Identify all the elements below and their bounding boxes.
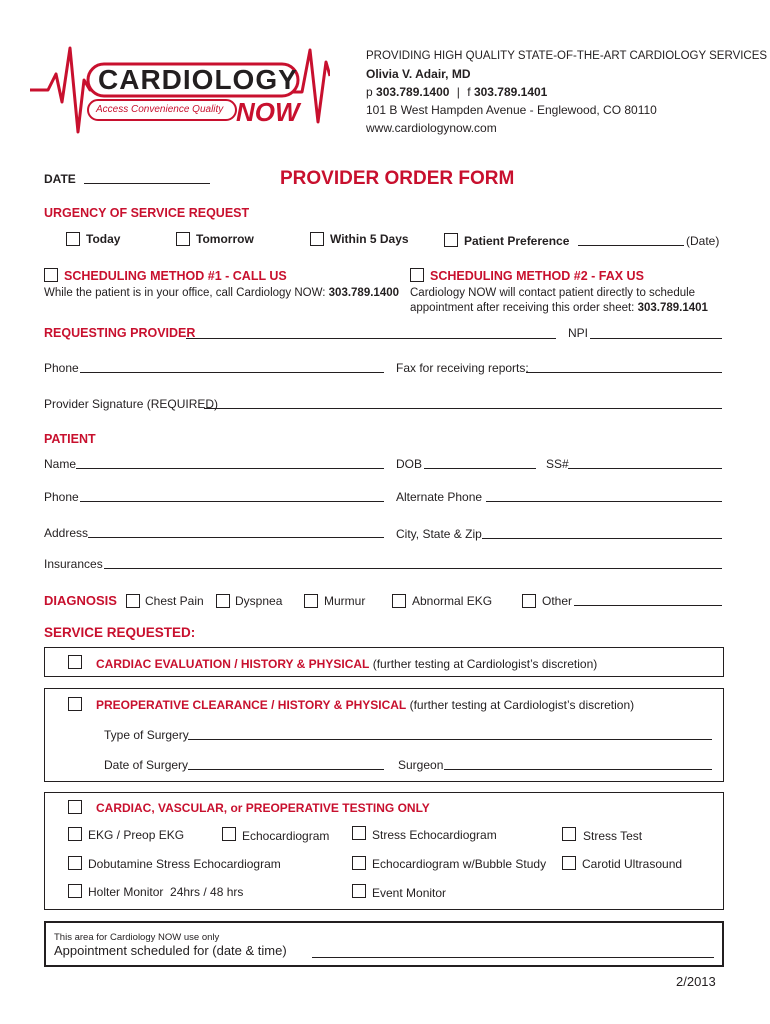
test-event-monitor-checkbox[interactable] (352, 884, 366, 898)
preference-date-suffix: (Date) (686, 234, 720, 248)
doctor-name: Olivia V. Adair, MD (366, 67, 471, 81)
diagnosis-other-label: Other (542, 594, 573, 608)
test-bubble-label: Echocardiogram w/Bubble Study (372, 857, 547, 871)
logo-brand-top: CARDIOLOGY (98, 64, 298, 95)
services-heading: SERVICE REQUESTED: (44, 625, 196, 640)
test-stress-echo-checkbox[interactable] (352, 826, 366, 840)
test-bubble-checkbox[interactable] (352, 856, 366, 870)
diagnosis-other-field[interactable] (574, 605, 722, 606)
form-version: 2/2013 (676, 974, 716, 989)
date-label: DATE (44, 172, 76, 186)
urgency-5days-checkbox[interactable] (310, 232, 324, 246)
diagnosis-chest-pain-checkbox[interactable] (126, 594, 140, 608)
npi-label: NPI (568, 326, 589, 340)
scheduling-method2-title: SCHEDULING METHOD #2 - FAX US (430, 269, 644, 283)
test-stress-checkbox[interactable] (562, 827, 576, 841)
appointment-field[interactable] (312, 957, 714, 958)
patient-address-label: Address (44, 526, 89, 540)
urgency-5days-label: Within 5 Days (330, 232, 409, 246)
npi-field[interactable] (590, 338, 722, 339)
patient-dob-field[interactable] (424, 468, 536, 469)
patient-insurances-label: Insurances (44, 557, 103, 571)
method1-text: While the patient is in your office, call Cardiology NOW: (44, 287, 329, 299)
surgery-type-field[interactable] (188, 739, 712, 740)
patient-ssn-label: SS# (546, 457, 569, 471)
preop-note: (further testing at Cardiologist’s discretion) (406, 698, 635, 712)
provider-signature-label: Provider Signature (REQUIRED) (44, 397, 219, 411)
header-website: www.cardiologynow.com (366, 121, 497, 135)
eval-title: CARDIAC EVALUATION / HISTORY & PHYSICAL (96, 657, 370, 671)
scheduling-method1-title: SCHEDULING METHOD #1 - CALL US (64, 269, 287, 283)
diagnosis-ekg-checkbox[interactable] (392, 594, 406, 608)
test-carotid-checkbox[interactable] (562, 856, 576, 870)
separator: | (456, 85, 460, 99)
test-dobutamine-label: Dobutamine Stress Echocardiogram (88, 857, 281, 871)
diagnosis-ekg-label: Abnormal EKG (412, 594, 493, 608)
provider-fax-label: Fax for receiving reports: (396, 361, 529, 375)
provider-phone-field[interactable] (80, 372, 384, 373)
diagnosis-murmur-checkbox[interactable] (304, 594, 318, 608)
eval-note: (further testing at Cardiologist’s discretion) (369, 657, 598, 671)
provider-fax-field[interactable] (526, 372, 722, 373)
phone-prefix: p (366, 85, 373, 99)
diagnosis-murmur-label: Murmur (324, 594, 366, 608)
preop-title: PREOPERATIVE CLEARANCE / HISTORY & PHYSICAL (96, 698, 407, 712)
header-tagline: PROVIDING HIGH QUALITY STATE-OF-THE-ART CARDIOLOGY SERVICES (366, 50, 768, 62)
scheduling-method2-line1: Cardiology NOW will contact patient directly to schedule (410, 287, 696, 299)
test-holter-label: Holter Monitor 24hrs / 48 hrs (88, 885, 244, 899)
header-phone: 303.789.1400 (376, 85, 450, 99)
cardiac-evaluation-label (96, 657, 597, 671)
patient-name-label: Name (44, 457, 77, 471)
preop-clearance-label (96, 698, 634, 712)
appointment-label: Appointment scheduled for (date & time) (54, 943, 287, 958)
patient-name-field[interactable] (76, 468, 384, 469)
patient-phone-field[interactable] (80, 501, 384, 502)
fax-prefix: f (467, 85, 471, 99)
test-ekg-checkbox[interactable] (68, 827, 82, 841)
diagnosis-dyspnea-checkbox[interactable] (216, 594, 230, 608)
test-event-monitor-label: Event Monitor (372, 886, 447, 900)
testing-title: CARDIAC, VASCULAR, or PREOPERATIVE TESTING ONLY (96, 801, 430, 815)
test-dobutamine-checkbox[interactable] (68, 856, 82, 870)
cardiac-evaluation-checkbox[interactable] (68, 655, 82, 669)
test-holter-checkbox[interactable] (68, 884, 82, 898)
surgery-date-field[interactable] (188, 769, 384, 770)
urgency-tomorrow-label: Tomorrow (196, 232, 254, 246)
header-contact (366, 47, 767, 137)
diagnosis-chest-pain-label: Chest Pain (145, 594, 204, 608)
surgeon-label: Surgeon (398, 758, 444, 772)
header-address: 101 B West Hampden Avenue - Englewood, CO 80110 (366, 103, 657, 117)
test-stress-label: Stress Test (583, 829, 643, 843)
patient-alt-phone-field[interactable] (486, 501, 722, 502)
scheduling-call-checkbox[interactable] (44, 268, 58, 282)
method1-phone: 303.789.1400 (328, 287, 400, 299)
diagnosis-heading: DIAGNOSIS (44, 593, 117, 608)
logo-tagline: Access Convenience Quality (96, 104, 224, 115)
patient-city-field[interactable] (482, 538, 722, 539)
surgery-type-label: Type of Surgery (104, 728, 189, 742)
logo-brand-bottom: NOW (236, 97, 300, 127)
provider-name-field[interactable] (186, 338, 556, 339)
diagnosis-dyspnea-label: Dyspnea (235, 594, 283, 608)
patient-heading: PATIENT (44, 432, 96, 446)
test-stress-echo-label: Stress Echocardiogram (372, 828, 497, 842)
surgery-date-label: Date of Surgery (104, 758, 189, 772)
patient-dob-label: DOB (396, 457, 423, 471)
header-fax: 303.789.1401 (473, 85, 548, 99)
provider-heading: REQUESTING PROVIDER (44, 326, 196, 340)
test-carotid-label: Carotid Ultrasound (582, 857, 683, 871)
method2-fax: 303.789.1401 (637, 302, 708, 314)
urgency-preference-label: Patient Preference (464, 234, 570, 248)
test-echo-checkbox[interactable] (222, 827, 236, 841)
patient-address-field[interactable] (88, 537, 384, 538)
preop-clearance-checkbox[interactable] (68, 697, 82, 711)
scheduling-method1-text (44, 286, 399, 300)
patient-city-label: City, State & Zip (396, 527, 482, 541)
provider-signature-field[interactable] (204, 408, 722, 409)
patient-phone-label: Phone (44, 490, 79, 504)
urgency-tomorrow-checkbox[interactable] (176, 232, 190, 246)
provider-phone-label: Phone (44, 361, 79, 375)
test-echo-label: Echocardiogram (242, 829, 330, 843)
test-ekg-label: EKG / Preop EKG (88, 828, 185, 842)
phone-fax-line (366, 83, 767, 101)
patient-alt-phone-label: Alternate Phone (396, 490, 483, 504)
office-use-note: This area for Cardiology NOW use only (54, 932, 220, 943)
method2-text: appointment after receiving this order sheet: (410, 302, 638, 314)
testing-only-checkbox[interactable] (68, 800, 82, 814)
urgency-today-checkbox[interactable] (66, 232, 80, 246)
preference-date-field[interactable] (578, 245, 684, 246)
patient-insurances-field[interactable] (104, 568, 722, 569)
urgency-today-label: Today (86, 232, 121, 246)
surgeon-field[interactable] (444, 769, 712, 770)
patient-ssn-field[interactable] (568, 468, 722, 469)
cardiology-now-logo (30, 40, 330, 140)
scheduling-fax-checkbox[interactable] (410, 268, 424, 282)
form-title: PROVIDER ORDER FORM (280, 168, 515, 189)
date-field[interactable] (84, 183, 210, 184)
scheduling-method2-line2 (410, 301, 708, 315)
urgency-preference-checkbox[interactable] (444, 233, 458, 247)
diagnosis-other-checkbox[interactable] (522, 594, 536, 608)
urgency-heading: URGENCY OF SERVICE REQUEST (44, 206, 250, 220)
